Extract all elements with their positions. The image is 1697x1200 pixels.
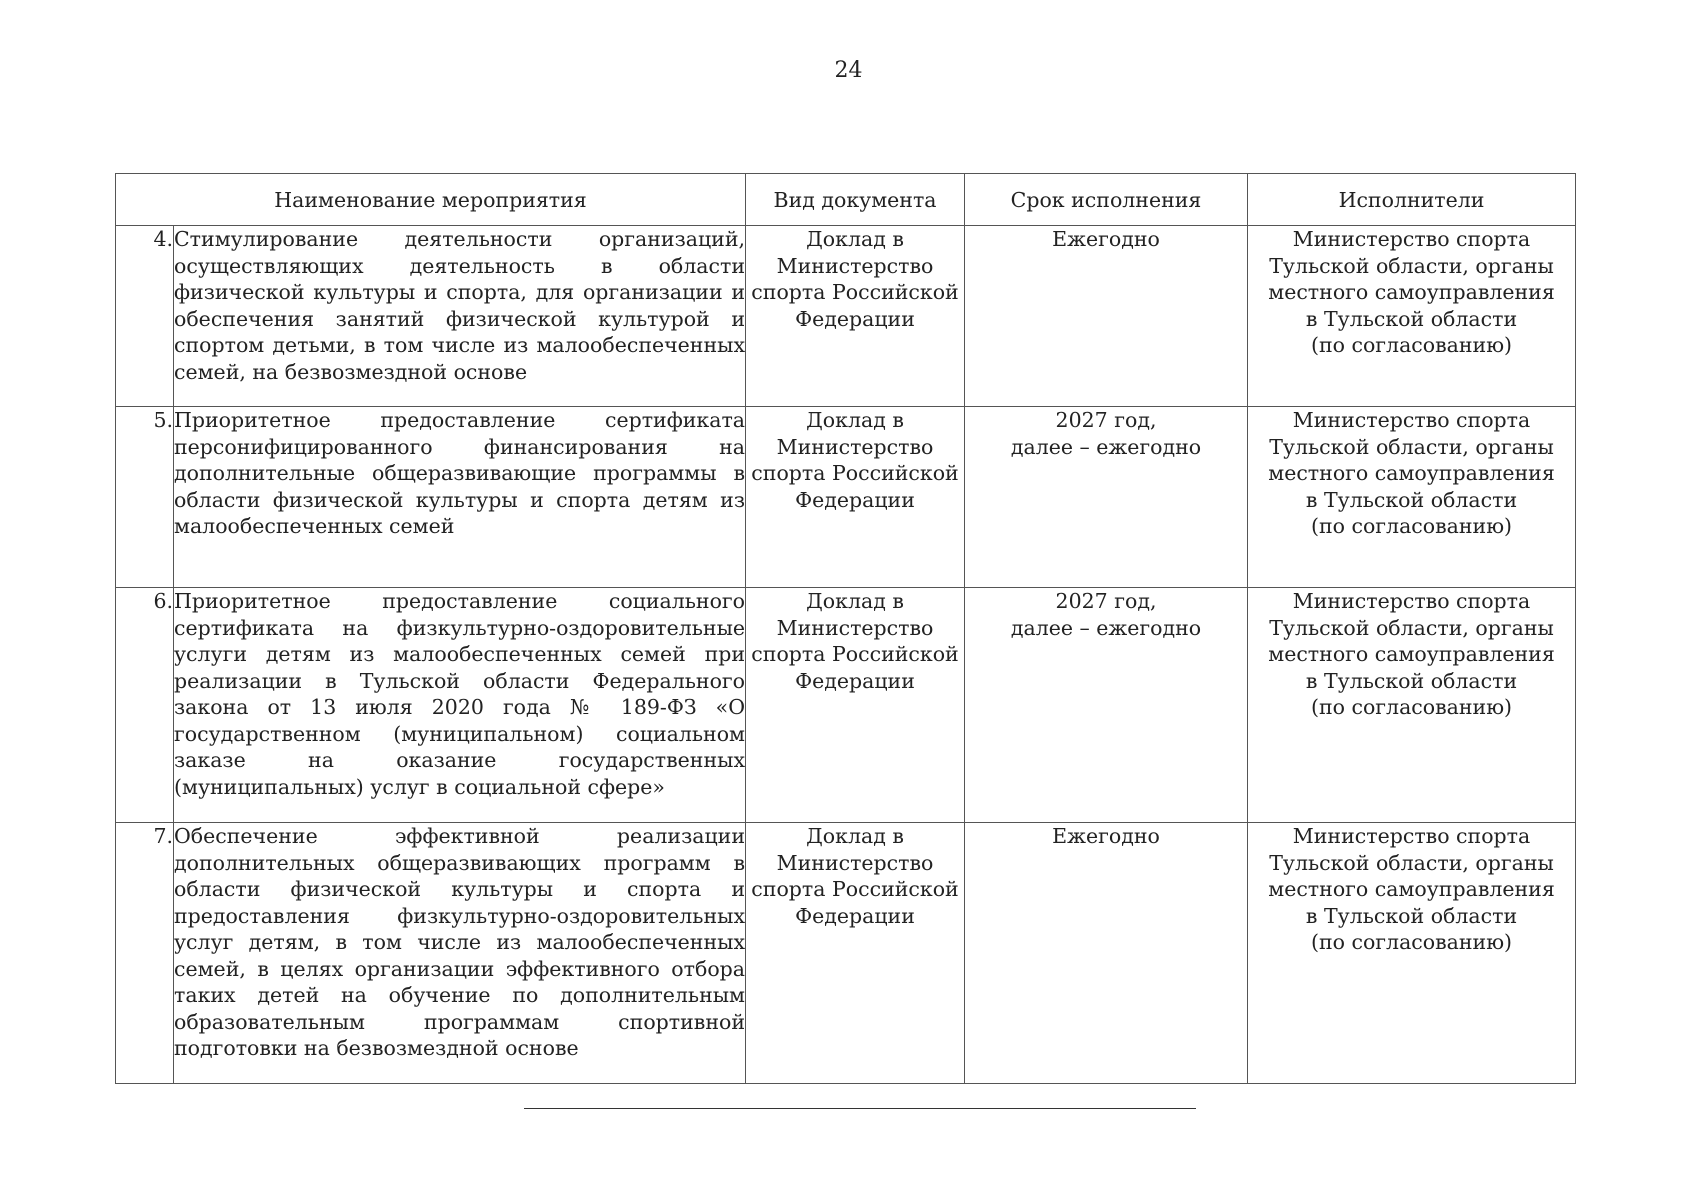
executors-cell <box>1248 823 1576 1084</box>
executors-line: (по согласованию) <box>1310 333 1513 357</box>
executors-line: Министерство спорта <box>1292 408 1531 432</box>
doc-type-line: спорта Российской <box>751 642 959 666</box>
doc-type-line: Федерации <box>795 306 915 331</box>
table-row <box>116 226 1576 407</box>
activity-name: Обеспечение эффективной реализации дополнительных общеразвивающих программ в области физической культуры и спорта и предоставления физкультурно-оздоровительных услуг детям, в том числе из малообеспеченных семей, в целях организации эффективного отбора таких детей на обучение по дополнительным образовательным программам спортивной подготовки на безвозмездной основе <box>174 823 746 1084</box>
page-number: 24 <box>834 58 863 83</box>
header-deadline: Срок исполнения <box>965 174 1248 226</box>
header-doc-type: Вид документа <box>746 174 965 226</box>
executors-line: (по согласованию) <box>1310 930 1513 954</box>
executors-line: Министерство спорта <box>1292 824 1531 848</box>
doc-type-cell <box>746 407 965 588</box>
executors-line: местного самоуправления <box>1268 642 1555 666</box>
doc-type-line: Федерации <box>795 903 915 928</box>
table-row <box>116 823 1576 1084</box>
doc-type-line: Доклад в <box>806 824 904 848</box>
doc-type-line: спорта Российской <box>751 461 959 485</box>
doc-type-line: Доклад в <box>806 408 904 432</box>
executors-line: Тульской области, органы <box>1269 850 1554 875</box>
executors-line: (по согласованию) <box>1310 695 1513 719</box>
deadline-cell <box>965 588 1248 823</box>
executors-line: местного самоуправления <box>1268 280 1555 304</box>
executors-line: местного самоуправления <box>1268 461 1555 485</box>
doc-type-line: спорта Российской <box>751 280 959 304</box>
executors-line: Министерство спорта <box>1292 589 1531 613</box>
header-name: Наименование мероприятия <box>116 174 746 226</box>
end-of-document-rule <box>524 1108 1196 1109</box>
doc-type-line: Доклад в <box>806 227 904 251</box>
activities-table <box>115 173 1576 1084</box>
row-number: 5. <box>116 407 174 588</box>
table-row <box>116 407 1576 588</box>
deadline-line: Ежегодно <box>1052 824 1160 848</box>
activity-name: Приоритетное предоставление сертификата персонифицированного финансирования на дополнительные общеразвивающие программы в области физической культуры и спорта детям из малообеспеченных семей <box>174 407 746 588</box>
table-row <box>116 588 1576 823</box>
doc-type-line: Доклад в <box>806 589 904 613</box>
deadline-line: 2027 год, <box>1055 589 1157 613</box>
executors-cell <box>1248 588 1576 823</box>
deadline-line: Ежегодно <box>1052 227 1160 251</box>
doc-type-line: Федерации <box>795 668 915 693</box>
doc-type-line: спорта Российской <box>751 877 959 901</box>
activity-name: Стимулирование деятельности организаций, осуществляющих деятельность в области физической культуры и спорта, для организации и обеспечения занятий физической культурой и спортом детьми, в том числе из малообеспеченных семей, на безвозмездной основе <box>174 226 746 407</box>
deadline-cell <box>965 823 1248 1084</box>
executors-line: Тульской области, органы <box>1269 434 1554 459</box>
doc-type-line: Министерство <box>776 434 934 459</box>
doc-type-line: Министерство <box>776 615 934 640</box>
row-number: 4. <box>116 226 174 407</box>
executors-line: (по согласованию) <box>1310 514 1513 538</box>
executors-line: Тульской области, органы <box>1269 615 1554 640</box>
deadline-line: 2027 год, <box>1055 408 1157 432</box>
doc-type-line: Министерство <box>776 850 934 875</box>
executors-line: в Тульской области <box>1305 306 1518 331</box>
executors-line: в Тульской области <box>1305 487 1518 512</box>
doc-type-line: Федерации <box>795 487 915 512</box>
doc-type-line: Министерство <box>776 253 934 278</box>
row-number: 6. <box>116 588 174 823</box>
header-executors: Исполнители <box>1248 174 1576 226</box>
executors-cell <box>1248 226 1576 407</box>
row-number: 7. <box>116 823 174 1084</box>
executors-line: местного самоуправления <box>1268 877 1555 901</box>
deadline-line: далее – ежегодно <box>1010 615 1202 640</box>
table-header-row <box>116 174 1576 226</box>
doc-type-cell <box>746 226 965 407</box>
doc-type-cell <box>746 823 965 1084</box>
executors-line: Министерство спорта <box>1292 227 1531 251</box>
deadline-line: далее – ежегодно <box>1010 434 1202 459</box>
executors-line: в Тульской области <box>1305 668 1518 693</box>
activity-name: Приоритетное предоставление социального сертификата на физкультурно-оздоровительные услуги детям из малообеспеченных семей при реализации в Тульской области Федерального закона от 13 июля 2020 года № 189-ФЗ «О государственном (муниципальном) социальном заказе на оказание государственных (муниципальных) услуг в социальной сфере» <box>174 588 746 823</box>
executors-line: Тульской области, органы <box>1269 253 1554 278</box>
executors-cell <box>1248 407 1576 588</box>
deadline-cell <box>965 407 1248 588</box>
deadline-cell <box>965 226 1248 407</box>
doc-type-cell <box>746 588 965 823</box>
executors-line: в Тульской области <box>1305 903 1518 928</box>
